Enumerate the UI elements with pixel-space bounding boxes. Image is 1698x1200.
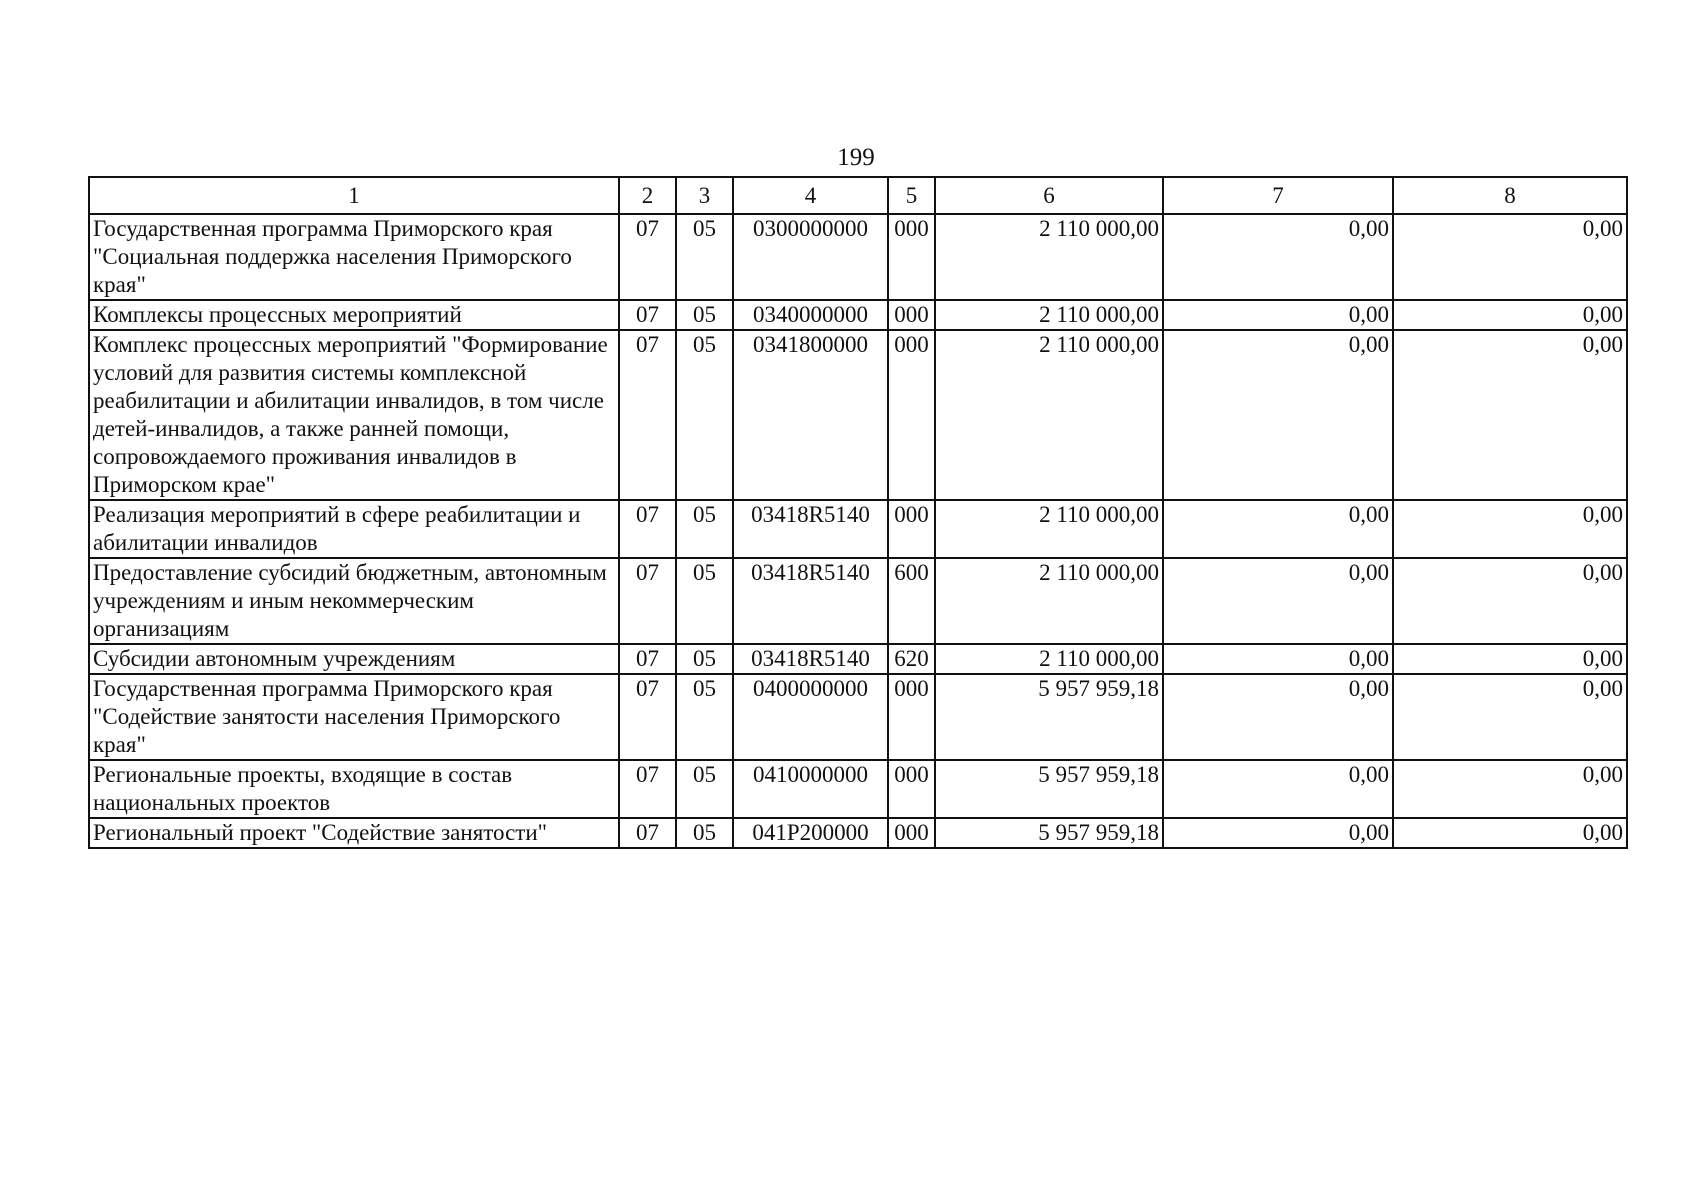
table-row — [89, 558, 1627, 644]
amount-col-7: 0,00 — [1163, 330, 1393, 500]
page-number: 199 — [837, 144, 875, 171]
target-article-code: 0400000000 — [733, 674, 888, 760]
row-name: Предоставление субсидий бюджетным, автономным учреждениям и иным некоммерческим организациям — [89, 558, 619, 644]
subsection-code: 05 — [676, 500, 733, 558]
expense-type-code: 000 — [888, 330, 935, 500]
header-row — [89, 177, 1627, 214]
section-code: 07 — [619, 330, 676, 500]
section-code: 07 — [619, 644, 676, 674]
target-article-code: 03418R5140 — [733, 558, 888, 644]
section-code: 07 — [619, 674, 676, 760]
column-header: 7 — [1163, 177, 1393, 214]
row-name: Комплекс процессных мероприятий "Формирование условий для развития системы комплексной реабилитации и абилитации инвалидов, в том числе детей-инвалидов, а также ранней помощи, сопровождаемого проживания инвалидов в Приморском крае" — [89, 330, 619, 500]
table-row — [89, 674, 1627, 760]
section-code: 07 — [619, 760, 676, 818]
table-row — [89, 760, 1627, 818]
expense-type-code: 000 — [888, 500, 935, 558]
section-code: 07 — [619, 300, 676, 330]
row-name: Комплексы процессных мероприятий — [89, 300, 619, 330]
column-header: 8 — [1393, 177, 1627, 214]
table-row — [89, 214, 1627, 300]
table-row — [89, 330, 1627, 500]
column-header: 5 — [888, 177, 935, 214]
amount-col-7: 0,00 — [1163, 300, 1393, 330]
amount-col-8: 0,00 — [1393, 674, 1627, 760]
subsection-code: 05 — [676, 674, 733, 760]
section-code: 07 — [619, 500, 676, 558]
amount-col-8: 0,00 — [1393, 300, 1627, 330]
expense-type-code: 620 — [888, 644, 935, 674]
amount-col-6: 2 110 000,00 — [935, 214, 1163, 300]
expense-type-code: 000 — [888, 300, 935, 330]
amount-col-6: 5 957 959,18 — [935, 760, 1163, 818]
subsection-code: 05 — [676, 760, 733, 818]
target-article-code: 0410000000 — [733, 760, 888, 818]
amount-col-8: 0,00 — [1393, 214, 1627, 300]
budget-table — [88, 176, 1628, 849]
target-article-code: 03418R5140 — [733, 644, 888, 674]
row-name: Региональные проекты, входящие в состав национальных проектов — [89, 760, 619, 818]
amount-col-7: 0,00 — [1163, 674, 1393, 760]
row-name: Субсидии автономным учреждениям — [89, 644, 619, 674]
row-name: Государственная программа Приморского края "Социальная поддержка населения Приморского края" — [89, 214, 619, 300]
target-article-code: 03418R5140 — [733, 500, 888, 558]
amount-col-7: 0,00 — [1163, 818, 1393, 848]
amount-col-7: 0,00 — [1163, 558, 1393, 644]
section-code: 07 — [619, 214, 676, 300]
table-row — [89, 500, 1627, 558]
expense-type-code: 000 — [888, 760, 935, 818]
table-row — [89, 818, 1627, 848]
amount-col-8: 0,00 — [1393, 330, 1627, 500]
column-header: 3 — [676, 177, 733, 214]
subsection-code: 05 — [676, 558, 733, 644]
row-name: Реализация мероприятий в сфере реабилитации и абилитации инвалидов — [89, 500, 619, 558]
column-header: 1 — [89, 177, 619, 214]
amount-col-6: 2 110 000,00 — [935, 300, 1163, 330]
expense-type-code: 000 — [888, 818, 935, 848]
column-header: 2 — [619, 177, 676, 214]
amount-col-6: 2 110 000,00 — [935, 330, 1163, 500]
table-row — [89, 300, 1627, 330]
amount-col-7: 0,00 — [1163, 500, 1393, 558]
section-code: 07 — [619, 558, 676, 644]
amount-col-6: 2 110 000,00 — [935, 500, 1163, 558]
expense-type-code: 600 — [888, 558, 935, 644]
amount-col-8: 0,00 — [1393, 644, 1627, 674]
row-name: Государственная программа Приморского края "Содействие занятости населения Приморского края" — [89, 674, 619, 760]
table-row — [89, 644, 1627, 674]
target-article-code: 0341800000 — [733, 330, 888, 500]
target-article-code: 0340000000 — [733, 300, 888, 330]
subsection-code: 05 — [676, 330, 733, 500]
column-header: 6 — [935, 177, 1163, 214]
amount-col-8: 0,00 — [1393, 500, 1627, 558]
subsection-code: 05 — [676, 818, 733, 848]
amount-col-7: 0,00 — [1163, 760, 1393, 818]
subsection-code: 05 — [676, 644, 733, 674]
amount-col-6: 5 957 959,18 — [935, 818, 1163, 848]
row-name: Региональный проект "Содействие занятости" — [89, 818, 619, 848]
amount-col-8: 0,00 — [1393, 760, 1627, 818]
expense-type-code: 000 — [888, 214, 935, 300]
amount-col-6: 2 110 000,00 — [935, 558, 1163, 644]
subsection-code: 05 — [676, 300, 733, 330]
expense-type-code: 000 — [888, 674, 935, 760]
amount-col-6: 5 957 959,18 — [935, 674, 1163, 760]
section-code: 07 — [619, 818, 676, 848]
amount-col-7: 0,00 — [1163, 214, 1393, 300]
target-article-code: 041P200000 — [733, 818, 888, 848]
column-header: 4 — [733, 177, 888, 214]
amount-col-8: 0,00 — [1393, 558, 1627, 644]
amount-col-7: 0,00 — [1163, 644, 1393, 674]
subsection-code: 05 — [676, 214, 733, 300]
amount-col-6: 2 110 000,00 — [935, 644, 1163, 674]
target-article-code: 0300000000 — [733, 214, 888, 300]
amount-col-8: 0,00 — [1393, 818, 1627, 848]
